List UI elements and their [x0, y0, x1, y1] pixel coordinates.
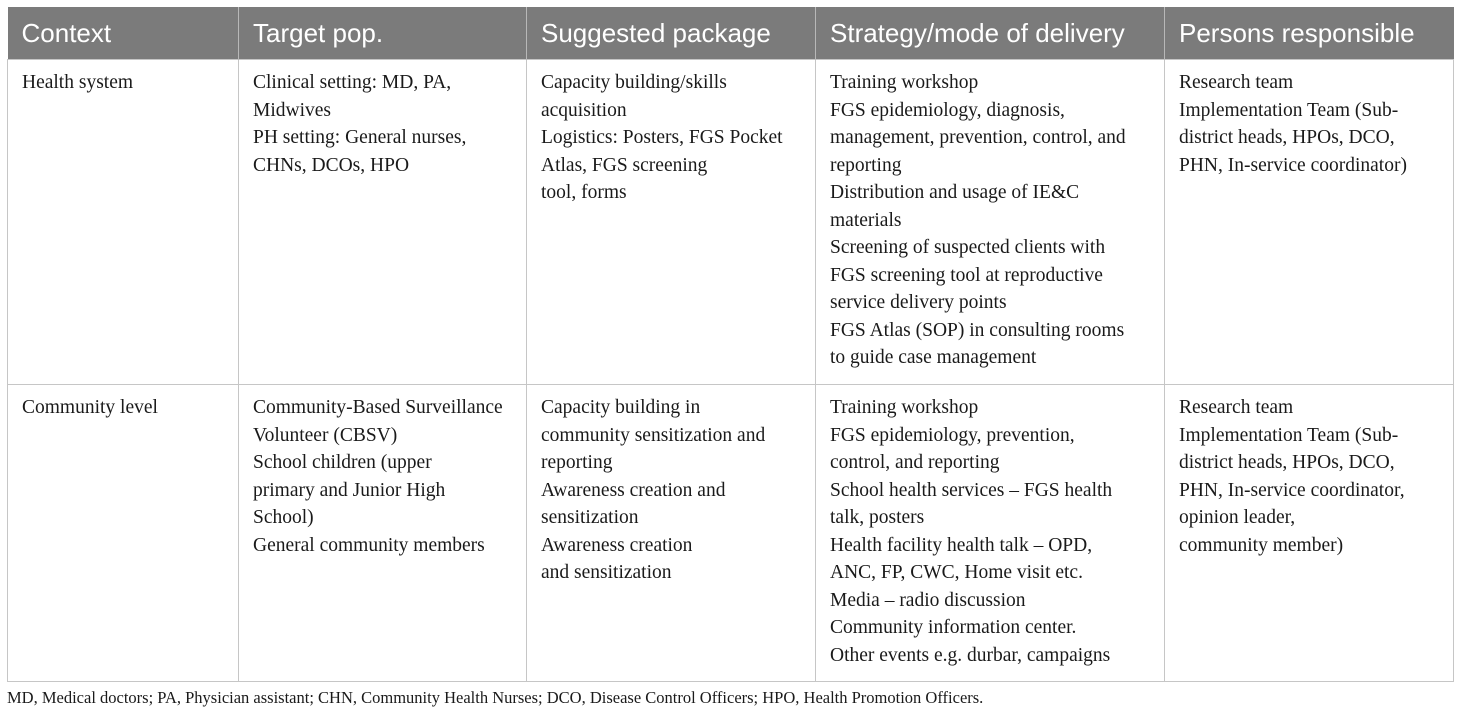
cell-line: Health system	[22, 72, 134, 93]
cell-line: School health services – FGS health	[830, 479, 1113, 501]
table-row	[8, 385, 1454, 682]
cell-line: Volunteer (CBSV)	[253, 424, 398, 446]
cell-line: primary and Junior High	[253, 479, 446, 501]
cell-line: School children (upper	[253, 452, 432, 473]
cell-line: Atlas, FGS screening	[541, 154, 708, 176]
cell-target-pop	[239, 60, 527, 385]
cell-line: district heads, HPOs, DCO,	[1179, 127, 1395, 148]
cell-line: community sensitization and	[541, 424, 766, 446]
table-footnote: MD, Medical doctors; PA, Physician assistant; CHN, Community Health Nurses; DCO, Disease Control Officers; HPO, Health Promotion Officers.	[7, 688, 984, 707]
table-container	[7, 7, 1453, 682]
cell-line: Clinical setting: MD, PA,	[253, 72, 452, 93]
cell-line: reporting	[830, 154, 902, 176]
cell-line: materials	[830, 209, 902, 231]
cell-line: Community-Based Surveillance	[253, 397, 503, 418]
cell-line: PH setting: General nurses,	[253, 127, 467, 148]
cell-line: Capacity building in	[541, 397, 701, 418]
cell-line: ANC, FP, CWC, Home visit etc.	[830, 562, 1083, 583]
cell-line: PHN, In-service coordinator,	[1179, 479, 1405, 501]
header-row	[8, 7, 1454, 60]
cell-line: FGS screening tool at reproductive	[830, 264, 1103, 286]
cell-line: Health facility health talk – OPD,	[830, 534, 1093, 556]
cell-persons-responsible	[1165, 385, 1454, 682]
cell-line: and sensitization	[541, 562, 672, 583]
cell-line: opinion leader,	[1179, 507, 1296, 528]
cell-line: tool, forms	[541, 182, 627, 203]
cell-strategy	[816, 60, 1165, 385]
cell-suggested-package	[527, 385, 816, 682]
cell-line: Community level	[22, 397, 158, 418]
intervention-table	[7, 7, 1454, 682]
cell-line: Implementation Team (Sub-	[1179, 424, 1399, 446]
cell-line: service delivery points	[830, 292, 1007, 313]
cell-line: Community information center.	[830, 617, 1077, 638]
cell-line: to guide case management	[830, 347, 1037, 368]
cell-line: Awareness creation	[541, 534, 693, 556]
cell-line: FGS epidemiology, prevention,	[830, 424, 1075, 446]
cell-persons-responsible	[1165, 60, 1454, 385]
cell-line: reporting	[541, 452, 613, 473]
header-persons-responsible: Persons responsible	[1165, 7, 1454, 60]
cell-suggested-package	[527, 60, 816, 385]
cell-line: Other events e.g. durbar, campaigns	[830, 644, 1111, 666]
header-suggested-package: Suggested package	[527, 7, 816, 60]
cell-line: Distribution and usage of IE&C	[830, 182, 1080, 203]
cell-line: FGS epidemiology, diagnosis,	[830, 99, 1065, 121]
cell-line: community member)	[1179, 534, 1344, 556]
header-target-pop: Target pop.	[239, 7, 527, 60]
cell-line: Media – radio discussion	[830, 589, 1026, 611]
cell-line: talk, posters	[830, 507, 925, 528]
cell-line: PHN, In-service coordinator)	[1179, 154, 1407, 176]
cell-line: General community members	[253, 534, 485, 556]
cell-line: Midwives	[253, 99, 331, 121]
cell-line: Logistics: Posters, FGS Pocket	[541, 127, 783, 148]
cell-line: School)	[253, 507, 314, 528]
cell-line: Capacity building/skills	[541, 72, 727, 93]
cell-line: acquisition	[541, 99, 627, 121]
cell-line: CHNs, DCOs, HPO	[253, 154, 410, 176]
cell-line: district heads, HPOs, DCO,	[1179, 452, 1395, 473]
cell-line: Training workshop	[830, 397, 979, 418]
cell-line: Screening of suspected clients with	[830, 237, 1106, 258]
cell-line: FGS Atlas (SOP) in consulting rooms	[830, 319, 1125, 341]
cell-line: Training workshop	[830, 72, 979, 93]
cell-line: management, prevention, control, and	[830, 127, 1126, 148]
table-row	[8, 60, 1454, 385]
cell-context	[8, 385, 239, 682]
header-context: Context	[8, 7, 239, 60]
cell-strategy	[816, 385, 1165, 682]
cell-line: sensitization	[541, 507, 639, 528]
header-strategy: Strategy/mode of delivery	[816, 7, 1165, 60]
cell-context	[8, 60, 239, 385]
cell-line: control, and reporting	[830, 452, 1000, 473]
cell-line: Research team	[1179, 397, 1294, 418]
cell-line: Implementation Team (Sub-	[1179, 99, 1399, 121]
cell-target-pop	[239, 385, 527, 682]
cell-line: Awareness creation and	[541, 479, 726, 501]
cell-line: Research team	[1179, 72, 1294, 93]
